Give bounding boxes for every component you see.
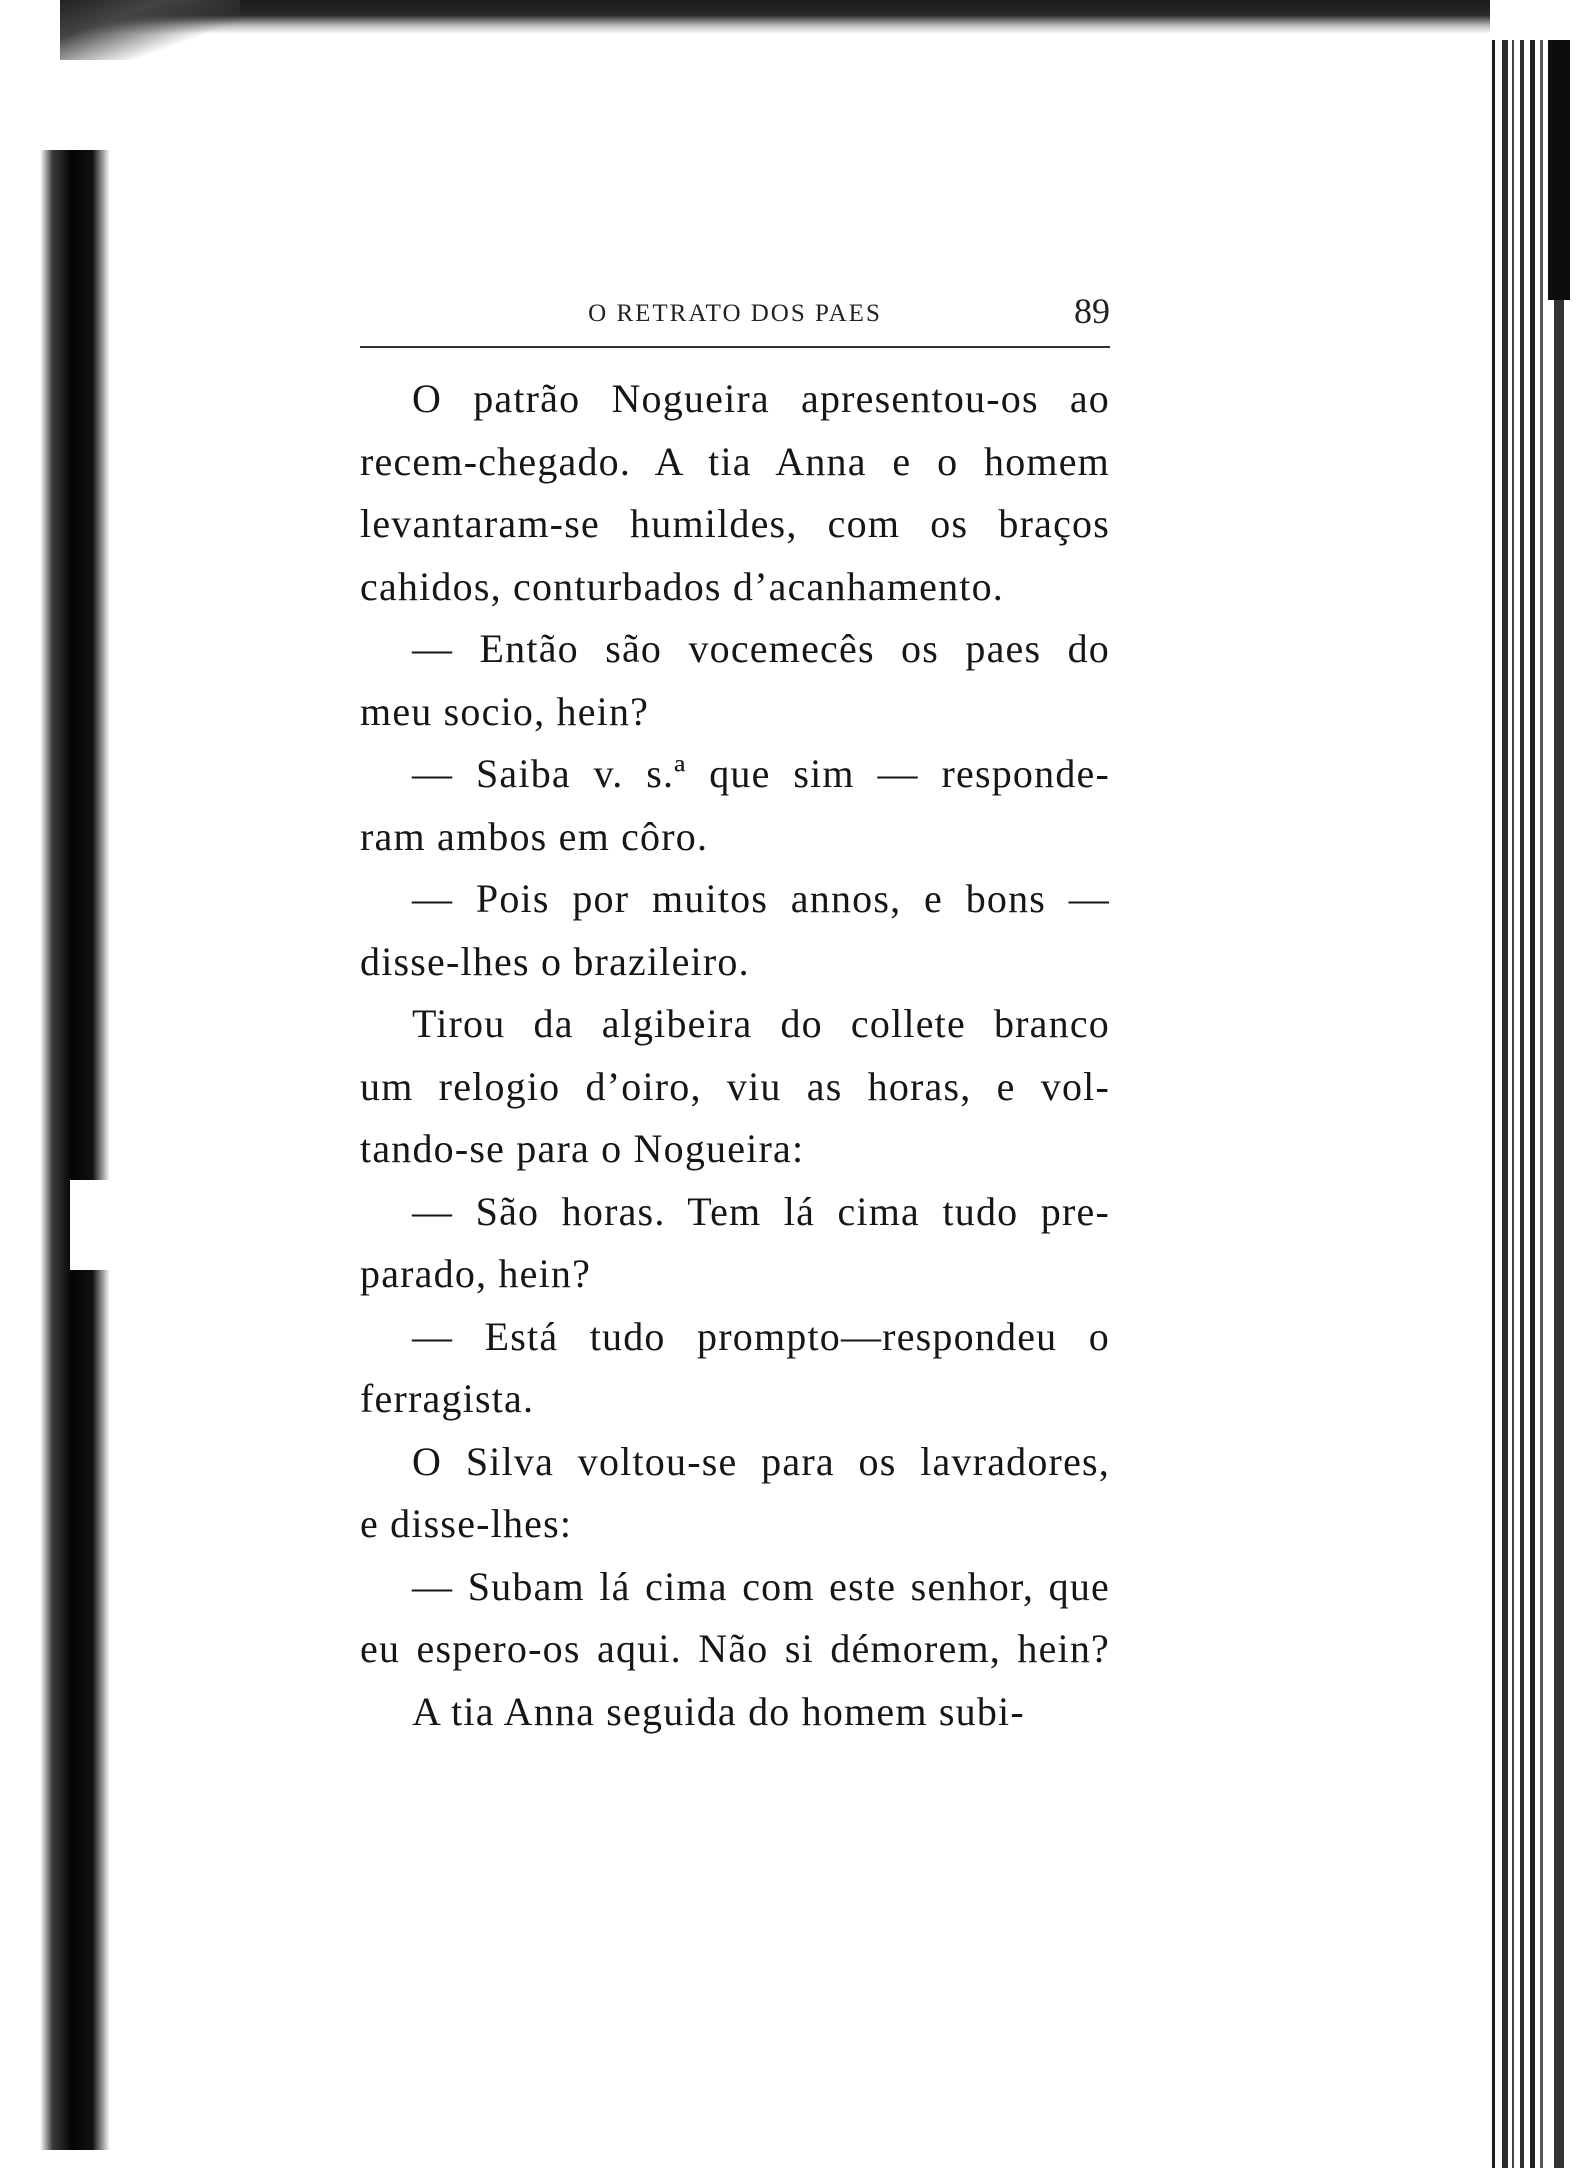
text-line: — Pois por muitos annos, e bons — [412,876,1110,921]
text-line: — Está tudo prompto—respondeu o [412,1313,1110,1359]
book-page [360,290,1110,1743]
text-line: — Então são vocemecês os paes do [412,626,1110,671]
text-line: eu espero-os aqui. Não si démorem, hein? [360,1626,1110,1671]
header-rule [360,346,1110,348]
scan-top-edge-shadow [60,0,1490,34]
text-line: disse-lhes o brazileiro. [360,938,750,984]
text-line: — Subam lá cima com este senhor, que [412,1563,1110,1609]
text-line: cahidos, conturbados d’acanhamento. [360,563,1005,609]
text-line: um relogio d’oiro, viu as horas, e vol- [360,1063,1110,1109]
scan-left-binding-shadow [40,150,110,2150]
text-line: Tirou da algibeira do collete branco [412,1001,1110,1046]
text-line: A tia Anna seguida do homem subi- [412,1688,1025,1734]
running-head [360,290,1110,346]
text-line: O Silva voltou-se para os lavradores, [412,1438,1110,1484]
running-head-title: O RETRATO DOS PAES [588,300,882,327]
text-line: — Saiba v. s.ª que sim — responde- [412,751,1110,796]
scan-top-corner-shadow [60,0,240,60]
text-line: — São horas. Tem lá cima tudo pre- [412,1188,1110,1234]
scan-right-page-edges [1492,40,1584,2168]
text-line: meu socio, hein? [360,688,650,734]
text-line: ferragista. [360,1376,535,1421]
body-text [360,368,1110,1743]
text-line: O patrão Nogueira apresentou-os ao [412,376,1110,421]
text-line: tando-se para o Nogueira: [360,1126,805,1171]
text-line: parado, hein? [360,1251,592,1296]
text-line: ram ambos em côro. [360,813,709,859]
text-line: e disse-lhes: [360,1501,573,1546]
text-line: levantaram-se humildes, com os braços [360,501,1110,546]
page-number: 89 [1074,291,1110,331]
scan-binding-gap [70,1180,130,1270]
text-line: recem-chegado. A tia Anna e o homem [360,438,1110,484]
